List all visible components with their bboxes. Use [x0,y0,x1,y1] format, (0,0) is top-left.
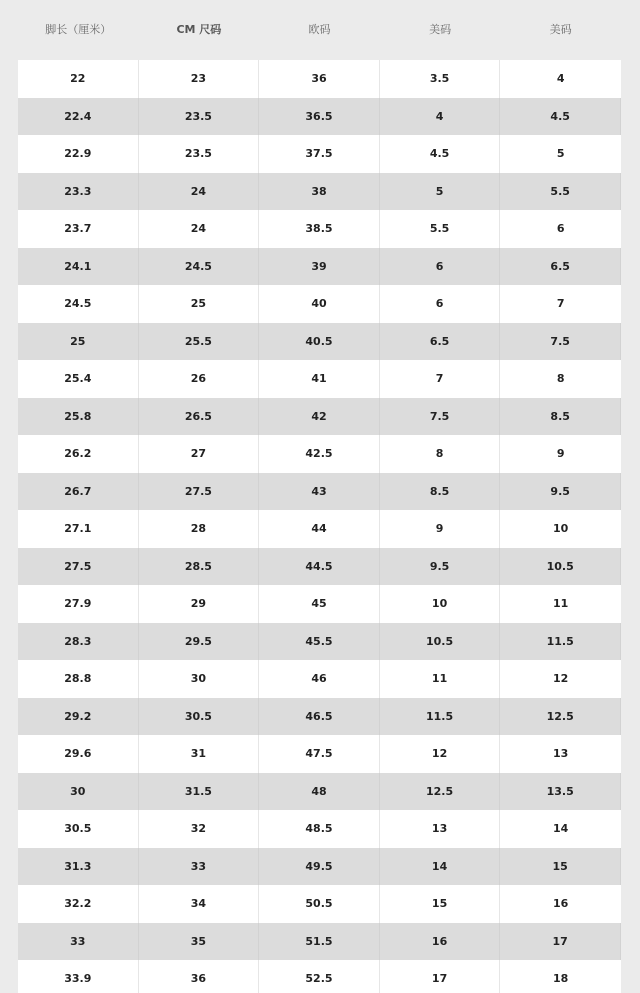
eu-size-cell: 51.5 [259,923,380,961]
table-row [18,548,621,586]
us-size-cell: 5 [380,173,501,211]
eu-size-cell: 44 [259,510,380,548]
table-row [18,623,621,661]
header-eu-size: 欧码 [308,23,331,36]
table-row [18,510,621,548]
foot-length-cell: 26.2 [18,435,139,473]
us-size-2-cell: 8.5 [500,398,621,436]
us-size-2-cell: 15 [500,848,621,886]
table-row [18,923,621,961]
cm-size-cell: 25 [139,285,260,323]
foot-length-cell: 28.3 [18,623,139,661]
eu-size-cell: 44.5 [259,548,380,586]
eu-size-cell: 45 [259,585,380,623]
us-size-cell: 12.5 [380,773,501,811]
table-row [18,135,621,173]
us-size-2-cell: 6.5 [500,248,621,286]
us-size-2-cell: 11 [553,597,569,611]
us-size-2-cell: 6 [556,222,565,236]
table-row [18,885,621,923]
table-row [18,660,621,698]
cm-size-cell: 36 [139,960,260,993]
cm-size-cell: 28 [139,510,260,548]
us-size-cell: 16 [380,923,501,961]
table-row [18,698,621,736]
eu-size-cell: 48.5 [259,810,380,848]
us-size-cell: 9.5 [380,548,501,586]
us-size-cell: 8 [380,435,501,473]
foot-length-cell: 32.2 [18,885,139,923]
foot-length-cell: 31.3 [18,848,139,886]
eu-size-cell: 42 [259,398,380,436]
eu-size-cell: 40 [259,285,380,323]
us-size-cell: 8.5 [380,473,501,511]
table-row [18,810,621,848]
cm-size-cell: 27 [139,435,260,473]
table-row [18,248,621,286]
foot-length-cell: 30.5 [18,810,139,848]
eu-size-cell: 47.5 [259,735,380,773]
foot-length-cell: 30 [18,773,139,811]
eu-size-cell: 52.5 [259,960,380,993]
header-us-size: 美码 [429,23,452,36]
us-size-cell: 14 [380,848,501,886]
cm-size-cell: 26.5 [139,398,260,436]
us-size-2-cell: 5.5 [500,173,621,211]
cm-size-cell: 31.5 [139,773,260,811]
header-us-size-2: 美码 [549,23,572,36]
foot-length-cell: 28.8 [18,660,139,698]
us-size-2-cell: 10.5 [500,548,621,586]
us-size-2-cell: 18 [553,972,569,986]
eu-size-cell: 41 [259,360,380,398]
header-foot-length: 脚长（厘米） [45,23,112,36]
us-size-2-cell: 13.5 [500,773,621,811]
cm-size-cell: 23.5 [139,135,260,173]
foot-length-cell: 23.7 [18,210,139,248]
us-size-2-cell: 9 [556,447,565,461]
table-row [18,285,621,323]
us-size-2-cell: 7.5 [500,323,621,361]
foot-length-cell: 29.6 [18,735,139,773]
us-size-cell: 13 [380,810,501,848]
eu-size-cell: 38 [259,173,380,211]
us-size-cell: 6 [380,248,501,286]
cm-size-cell: 23 [139,60,260,98]
us-size-cell: 4 [380,98,501,136]
cm-size-cell: 27.5 [139,473,260,511]
foot-length-cell: 27.9 [18,585,139,623]
cm-size-cell: 34 [139,885,260,923]
foot-length-cell: 26.7 [18,473,139,511]
eu-size-cell: 38.5 [259,210,380,248]
us-size-2-cell: 9.5 [500,473,621,511]
size-table [18,60,621,993]
us-size-cell: 10.5 [380,623,501,661]
eu-size-cell: 46 [259,660,380,698]
table-row [18,173,621,211]
table-row [18,210,621,248]
cm-size-cell: 28.5 [139,548,260,586]
table-row [18,98,621,136]
cm-size-cell: 23.5 [139,98,260,136]
foot-length-cell: 23.3 [18,173,139,211]
foot-length-cell: 22 [18,60,139,98]
eu-size-cell: 45.5 [259,623,380,661]
cm-size-cell: 24 [139,173,260,211]
cm-size-cell: 29.5 [139,623,260,661]
us-size-2-cell: 5 [556,147,565,161]
us-size-cell: 11.5 [380,698,501,736]
foot-length-cell: 24.1 [18,248,139,286]
table-row [18,735,621,773]
us-size-cell: 6 [380,285,501,323]
us-size-2-cell: 17 [500,923,621,961]
eu-size-cell: 46.5 [259,698,380,736]
table-row [18,473,621,511]
table-header [18,0,621,60]
table-row [18,585,621,623]
foot-length-cell: 29.2 [18,698,139,736]
eu-size-cell: 43 [259,473,380,511]
eu-size-cell: 49.5 [259,848,380,886]
us-size-2-cell: 13 [553,747,569,761]
cm-size-cell: 35 [139,923,260,961]
cm-size-cell: 30.5 [139,698,260,736]
cm-size-cell: 29 [139,585,260,623]
us-size-cell: 9 [380,510,501,548]
foot-length-cell: 25 [18,323,139,361]
cm-size-cell: 26 [139,360,260,398]
eu-size-cell: 36 [259,60,380,98]
eu-size-cell: 39 [259,248,380,286]
us-size-cell: 6.5 [380,323,501,361]
foot-length-cell: 33.9 [18,960,139,993]
cm-size-cell: 30 [139,660,260,698]
table-row [18,960,621,993]
foot-length-cell: 25.4 [18,360,139,398]
us-size-cell: 5.5 [380,210,501,248]
us-size-2-cell: 16 [553,897,569,911]
cm-size-cell: 31 [139,735,260,773]
foot-length-cell: 24.5 [18,285,139,323]
us-size-2-cell: 7 [556,297,565,311]
eu-size-cell: 48 [259,773,380,811]
us-size-cell: 3.5 [380,60,501,98]
us-size-cell: 10 [380,585,501,623]
foot-length-cell: 33 [18,923,139,961]
foot-length-cell: 22.9 [18,135,139,173]
us-size-2-cell: 4.5 [500,98,621,136]
foot-length-cell: 27.1 [18,510,139,548]
table-row [18,60,621,98]
us-size-2-cell: 14 [553,822,569,836]
us-size-2-cell: 12.5 [500,698,621,736]
eu-size-cell: 42.5 [259,435,380,473]
foot-length-cell: 27.5 [18,548,139,586]
foot-length-cell: 25.8 [18,398,139,436]
table-row [18,398,621,436]
us-size-cell: 15 [380,885,501,923]
table-row [18,435,621,473]
table-row [18,360,621,398]
us-size-cell: 4.5 [380,135,501,173]
eu-size-cell: 36.5 [259,98,380,136]
us-size-cell: 17 [380,960,501,993]
cm-size-cell: 24 [139,210,260,248]
us-size-2-cell: 8 [556,372,565,386]
us-size-2-cell: 10 [553,522,569,536]
us-size-cell: 11 [380,660,501,698]
header-cm-size: CM 尺码 [176,23,222,36]
eu-size-cell: 40.5 [259,323,380,361]
us-size-2-cell: 12 [553,672,569,686]
cm-size-cell: 25.5 [139,323,260,361]
cm-size-cell: 24.5 [139,248,260,286]
us-size-2-cell: 4 [556,72,565,86]
us-size-2-cell: 11.5 [500,623,621,661]
cm-size-cell: 33 [139,848,260,886]
table-row [18,773,621,811]
us-size-cell: 12 [380,735,501,773]
table-row [18,323,621,361]
us-size-cell: 7.5 [380,398,501,436]
table-row [18,848,621,886]
eu-size-cell: 50.5 [259,885,380,923]
us-size-cell: 7 [380,360,501,398]
eu-size-cell: 37.5 [259,135,380,173]
cm-size-cell: 32 [139,810,260,848]
foot-length-cell: 22.4 [18,98,139,136]
